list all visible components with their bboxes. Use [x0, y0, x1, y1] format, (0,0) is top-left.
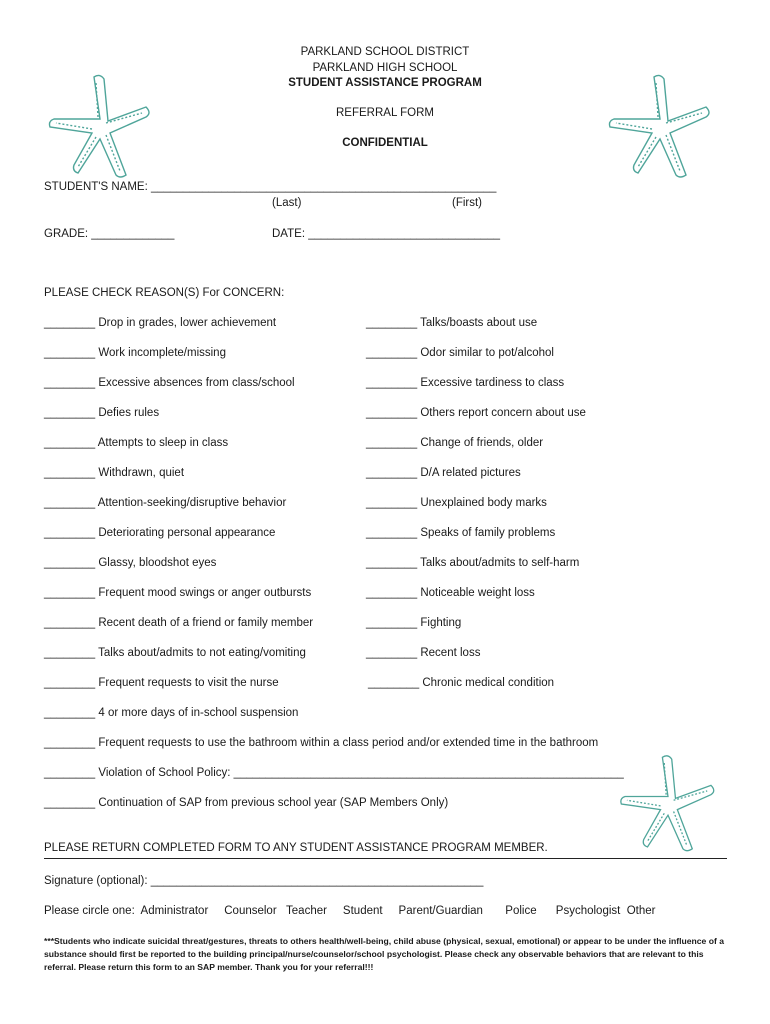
reason-right-item[interactable]: ________ Recent loss: [366, 647, 481, 659]
divider: [44, 858, 727, 859]
grade-field[interactable]: GRADE: _____________: [44, 228, 175, 240]
last-name-label: (Last): [272, 197, 302, 209]
student-name-field[interactable]: STUDENT'S NAME: ______________________________________________________: [44, 181, 497, 193]
reason-left-item[interactable]: ________ Glassy, bloodshot eyes: [44, 557, 217, 569]
reason-right-item[interactable]: ________ D/A related pictures: [366, 467, 521, 479]
reason-right-item[interactable]: ________ Others report concern about use: [366, 407, 586, 419]
reason-right-item[interactable]: ________ Unexplained body marks: [366, 497, 547, 509]
reason-right-item[interactable]: ________ Fighting: [366, 617, 462, 629]
form-title: REFERRAL FORM: [336, 107, 434, 119]
signature-field[interactable]: Signature (optional): ____________________________________________________: [44, 875, 484, 887]
first-name-label: (First): [452, 197, 483, 209]
school-name: PARKLAND HIGH SCHOOL: [312, 62, 458, 74]
reason-left-item[interactable]: ________ Frequent mood swings or anger outbursts: [44, 587, 312, 599]
reason-left-item[interactable]: ________ Recent death of a friend or family member: [44, 617, 314, 629]
reason-right-item[interactable]: ________ Excessive tardiness to class: [366, 377, 565, 389]
reason-full-item[interactable]: ________ Frequent requests to use the bathroom within a class period and/or extended time in the bathroom: [44, 737, 599, 749]
program-title: STUDENT ASSISTANCE PROGRAM: [288, 77, 482, 89]
reason-right-item[interactable]: ________ Talks about/admits to self-harm: [366, 557, 580, 569]
reason-full-item[interactable]: ________ Continuation of SAP from previous school year (SAP Members Only): [44, 797, 449, 809]
reason-left-item[interactable]: ________ Work incomplete/missing: [44, 347, 226, 359]
reason-right-item[interactable]: ________ Speaks of family problems: [366, 527, 556, 539]
reason-left-item[interactable]: ________ Deteriorating personal appearance: [44, 527, 276, 539]
starfish-icon-bottom: [612, 752, 724, 856]
reason-left-item[interactable]: ________ Frequent requests to visit the nurse: [44, 677, 279, 689]
reason-left-item[interactable]: ________ Attention-seeking/disruptive behavior: [44, 497, 287, 509]
date-field[interactable]: DATE: ______________________________: [272, 228, 501, 240]
reasons-heading: PLEASE CHECK REASON(S) For CONCERN:: [44, 287, 285, 299]
reason-full-item[interactable]: ________ 4 or more days of in-school suspension: [44, 707, 299, 719]
reason-right-item[interactable]: ________ Chronic medical condition: [368, 677, 555, 689]
reason-right-item[interactable]: ________ Noticeable weight loss: [366, 587, 535, 599]
reason-left-item[interactable]: ________ Talks about/admits to not eating/vomiting: [44, 647, 306, 659]
disclaimer-note: ***Students who indicate suicidal threat/gestures, threats to others health/well-being, child abuse (physical, sexual, emotional) or appear to be under the influence of a substance should first be reported to the building principal/nurse/counselor/school psychologist. Please check any observable behaviors that are relevant to this referral. Please return this form to an SAP member. Thank you for your referral!!!: [44, 936, 724, 972]
reason-left-item[interactable]: ________ Defies rules: [44, 407, 160, 419]
role-selection[interactable]: Please circle one: Administrator Counselor Teacher Student Parent/Guardian Police Psychologist Other: [44, 905, 656, 917]
reason-left-item[interactable]: ________ Excessive absences from class/school: [44, 377, 295, 389]
reason-left-item[interactable]: ________ Withdrawn, quiet: [44, 467, 185, 479]
reason-full-item[interactable]: ________ Violation of School Policy: _____________________________________________________________: [44, 767, 624, 779]
reason-left-item[interactable]: ________ Drop in grades, lower achievement: [44, 317, 277, 329]
return-instructions: PLEASE RETURN COMPLETED FORM TO ANY STUDENT ASSISTANCE PROGRAM MEMBER.: [44, 842, 548, 854]
reason-right-item[interactable]: ________ Change of friends, older: [366, 437, 544, 449]
reason-right-item[interactable]: ________ Talks/boasts about use: [366, 317, 538, 329]
reason-right-item[interactable]: ________ Odor similar to pot/alcohol: [366, 347, 554, 359]
reason-left-item[interactable]: ________ Attempts to sleep in class: [44, 437, 229, 449]
confidential-label: CONFIDENTIAL: [342, 137, 428, 149]
district-name: PARKLAND SCHOOL DISTRICT: [300, 46, 470, 58]
